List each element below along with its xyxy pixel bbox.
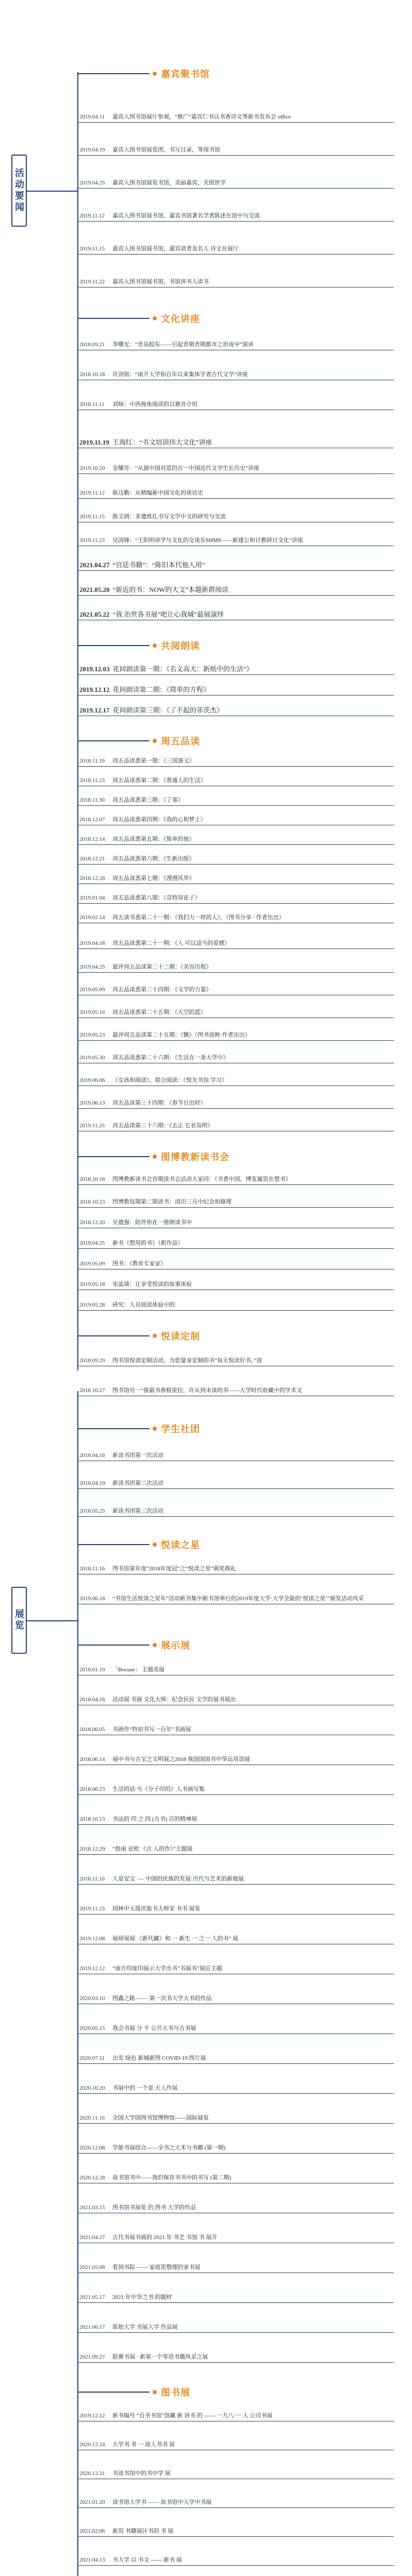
list-item: 2019.05.30 周五品读悉第二十六期：《生活在一条大学中》 bbox=[78, 1053, 394, 1063]
list-item: 2018.04.16 活动展 书画 文化大师：纪念民民 文学的展书展出 bbox=[78, 1695, 394, 1705]
list-item: 2019.05.28 研究：人员阅读体验中的 bbox=[78, 1300, 394, 1311]
list-item: 2019.04.18 周五品读悉第二十一期：《人 可以适当的爱感》 bbox=[78, 939, 394, 949]
list-item: 2018.12.28 周五品读悉第七期：《漫漫风华》 bbox=[78, 874, 394, 884]
list-item: 2021.04.27 古代书展书画的 2021 年 书艺 书馆 书 展开 bbox=[78, 2233, 394, 2243]
section-header: 图博教新读书会 bbox=[77, 1150, 229, 1163]
list-item: 2019.11.22 嘉宾入围书馆展书馆，书馆讲书人读书 bbox=[78, 277, 394, 287]
list-item: 2018.12.14 周五品读悉第五期：《简单的他》 bbox=[78, 835, 394, 845]
list-item: 2018.11.16 图书馆第年度“2018年度冠”之“悦读之星”颁奖典礼 bbox=[78, 1564, 394, 1574]
list-item: 2021.03.15 图书馆书展览 的 图书 大学的作品 bbox=[78, 2203, 394, 2213]
list-item: 2018.12.07 周五品读悉第四期：《我的心和梦上》 bbox=[78, 815, 394, 825]
list-item: 2021.05.17 2021 年中华之书 的题材 bbox=[78, 2293, 394, 2303]
list-item: 2018.10.23 图博教每期第二期读书：清田三月中纪念和修理 bbox=[78, 1197, 394, 1208]
list-item: 2019.11.23 吴国锋：“王阳明讲学与文化的交谈乐SHMS——新建公和讨教研讨文化”讲座 bbox=[78, 536, 394, 546]
list-item: 2018.11.23 周五品读悉第二期：《普通人的生活》 bbox=[78, 776, 394, 786]
list-item: 2019.05.16 周五品读悉第二十五期：《天空的蓝》 bbox=[78, 1008, 394, 1018]
list-item: 2019.11.12 嘉宾入围书馆展书馆，嘉宾书馆著名学者陈述在馆中与交流 bbox=[78, 211, 394, 222]
list-item: 2019.06.06 《女孩和阅读》，联合阅读：《悦友书馆 学习》 bbox=[78, 1076, 394, 1086]
list-item: 2018.10.18 图博教新读书会首期读书会活动大家同：《书香中国，博览属思在想书》 bbox=[78, 1175, 394, 1185]
side-label-events: 活动要闻 bbox=[11, 155, 27, 227]
list-item: 2019.04.25 新书《想用的书》（新作品） bbox=[78, 1239, 394, 1249]
side-label-exhibitions: 展览 bbox=[11, 1587, 27, 1654]
list-item: 2020.10.20 书展中的 一个是 天人作展 bbox=[78, 2083, 394, 2094]
list-item: 2018.06.14 展中书与古宝之文明展之2018 我国国国书中华运用语展 bbox=[78, 1755, 394, 1765]
list-item: 2018.06.23 生活的话 当《分子印的》人书画写集 bbox=[78, 1785, 394, 1795]
list-item: 2021.04.27 “宫廷书籍”：“陈旧本代他人用” bbox=[78, 561, 394, 571]
list-item: 2018.01.19 「Bocuse」 主题美展 bbox=[78, 1665, 394, 1675]
list-item: 2019.12.12 “南方印度印展示大学出书”书展书”展后主题 bbox=[78, 1964, 394, 1974]
list-item: 2020.12.28 故书馆书中——我们保存书书中的书写 (第二期) bbox=[78, 2173, 394, 2183]
list-item: 2021.09.27 联赛书展 · 新第一个华语书籍风采之展 bbox=[78, 2352, 394, 2363]
list-item: 2019.11.15 嘉宾入围书馆展书馆，嘉宾读者及名人 诗文在展厅 bbox=[78, 244, 394, 255]
list-item: 2019.12.12 新书编号 “百书书馆”馆藏 新 讲书 的 —— 一九八一· 人 公司书展 bbox=[78, 2411, 394, 2421]
list-item: 2018.06.05 书画作“特如书写一百年”书画展 bbox=[78, 1725, 394, 1735]
list-item: 2019.04.11 嘉宾入围书馆展厅参观，“推广”嘉宾仁书认书香诗文等新书发布会 office bbox=[78, 112, 394, 123]
list-item: 2019.11.19 王海红：“书文培训伟大文化”讲座 bbox=[78, 438, 394, 448]
list-item: 2018.09.29 图书馆悦读定制活动，为您量身定制的书“每天悦读好书。”进 bbox=[78, 1356, 394, 1366]
list-item: 2019.11.12 陈达勤：从精编新中国文化的谈话史 bbox=[78, 488, 394, 499]
list-item: 2019.12.08 展研展展 《新代藏》和 一 新生 一 之一 人的书” 展 bbox=[78, 1934, 394, 1944]
list-item: 2018.11.30 周五品读悉第三期：《了事》 bbox=[78, 795, 394, 806]
list-item: 2018.12.20 吴德强：陪伴你在一册朗读书中 bbox=[78, 1218, 394, 1228]
list-item: 2021.01.20 读书馆大学书 —— 故书馆中大学中书展 bbox=[78, 2498, 394, 2508]
list-item: 2019.05.09 图书：《教育专家家》 bbox=[78, 1259, 394, 1269]
section-header: 共阅朗读 bbox=[77, 639, 200, 652]
list-item: 2021.02.06 新用 书籍展区书的 书 展 bbox=[78, 2527, 394, 2537]
list-item: 2018.10.18 许剑铭：“南开大学和百年以来集体学者古代文学”讲座 bbox=[78, 370, 394, 380]
list-item: 2019.06.13 周五品读第三十四期：《春节日出时》 bbox=[78, 1098, 394, 1109]
list-item: 2019.06.18 “书馆生活悦读之星年”活动新书集中新书馆举行的2019年度大学·大学全能的‘悦读之星’”颁发活动风采 bbox=[78, 1594, 394, 1604]
list-item: 2020.05.15 我会书展 分 平 公开大书与古书展 bbox=[78, 2024, 394, 2034]
list-item: 2019.12.17 花间朗读第三期：《了不起的菲茨杰》 bbox=[78, 706, 394, 716]
list-item: 2020.03.10 图鑫之路 —— 第一次书大学大书的作品 bbox=[78, 1994, 394, 2004]
list-item: 2019.04.25 嘉宾入围书馆展览书馆，美丽嘉宾，关照世学 bbox=[78, 178, 394, 189]
list-item: 2018.11.19 周五品读悉第一期：《三国演义》 bbox=[78, 756, 394, 767]
list-item: 2019.04.19 嘉宾入围书馆展览团，书写目录，等现书馆 bbox=[78, 145, 394, 156]
section-header: 文化讲座 bbox=[77, 312, 200, 325]
list-item: 2019.10.20 金耀芳：“从源中国对思的古一中国近代文学生长历史”讲座 bbox=[78, 464, 394, 474]
list-item: 2021.05.08 看到书院 —— 家庭里整理的家书展 bbox=[78, 2263, 394, 2273]
list-item: 2020.12.24 大学书 书 一 故人书书 展 bbox=[78, 2440, 394, 2450]
list-item: 2020.12.31 书读书馆中的书中学 展 bbox=[78, 2469, 394, 2479]
list-item: 2018.11.16 人是安宝 ·— 中国的民族的发展·历代与艺术的新地展 bbox=[78, 1874, 394, 1885]
branch-line bbox=[27, 191, 77, 192]
list-item: 2018.12.29 “指南 亚欧 《古 人的作》”主题展 bbox=[78, 1844, 394, 1855]
section-header: 学生社团 bbox=[77, 1422, 200, 1435]
list-item: 2019.12.03 花间朗读第一期：《名义高大：新纸中的生活”》 bbox=[78, 665, 394, 675]
list-item: 2019.11.15 陈文朗：非遗纸扎书写文学中文的研究与交流 bbox=[78, 512, 394, 522]
section-header: 嘉宾聚书馆 bbox=[77, 67, 210, 80]
list-item: 2019.04.25 最评周五品读第二十二期：《美容历程》 bbox=[78, 962, 394, 973]
section-header: 展示展 bbox=[77, 1638, 190, 1652]
list-item: 2018.05.25 新读书团第三次活动 bbox=[78, 1506, 394, 1517]
list-item: 2019.02.14 周五读书悉第二十一期：《我们力一样的人》，（图书分享 · 作者出出） bbox=[78, 913, 394, 923]
list-item: 2019.11.23 园林中天落庆能书大师宋 书书 展览 bbox=[78, 1904, 394, 1914]
list-item: 2021.05.22 “我 治世各书展”吧让心我城”最展演绎 bbox=[78, 610, 394, 620]
section-header: 周五品读 bbox=[77, 734, 200, 748]
list-item: 2019.05.23 最评周五品读第二十五期：《飘》（图书放映·作者出出） bbox=[78, 1030, 394, 1041]
list-item: 2018.09.21 李曙光：“青岛胶东——引起青期青期都市之形成中”演讲 bbox=[78, 340, 394, 350]
list-item: 2020.11.16 全国大学国图书馆博物馆——国际展览 bbox=[78, 2113, 394, 2124]
list-item: 2019.05.18 宋晶琦：让享受悦读的故事体验 bbox=[78, 1280, 394, 1290]
list-item: 2020.07.11 出发 绿色 新城新图 COVID-19 图片展 bbox=[78, 2054, 394, 2064]
list-item: 2018.04.19 新读书团第二次活动 bbox=[78, 1479, 394, 1489]
section-header: 悦读之星 bbox=[77, 1538, 200, 1551]
list-item: 2018.10.27 图书馆另一“探最书香格里拉，许从到未读的书——大学时代收藏中的学术文 bbox=[78, 1386, 394, 1396]
list-item: 2019.12.12 花间朗读第二期：《简单的方程》 bbox=[78, 685, 394, 696]
list-item: 2021.06.17 原始大学 书展入学 作品展 bbox=[78, 2323, 394, 2333]
list-item: 2021.04.13 书大学 以 书文 —— 新书 展 bbox=[78, 2555, 394, 2566]
list-item: 2018.04.16 新读书团第一次活动 bbox=[78, 1451, 394, 1461]
branch-line bbox=[27, 1620, 77, 1621]
list-item: 2018.10.13 书法的 印 之 四 (古书) 百的精神展 bbox=[78, 1815, 394, 1825]
list-item: 2018.12.21 周五品读悉第六期：《生新出版》 bbox=[78, 854, 394, 865]
section-header: 图书展 bbox=[77, 2385, 190, 2399]
list-item: 2021.05.20 “新近的书：NOW的大文”本题新群阅读 bbox=[78, 585, 394, 596]
list-item: 2020.12.08 学能书展结合——全书之大术与书籍 (第一期) bbox=[78, 2143, 394, 2154]
list-item: 2018.11.11 刘旸：中西视角阅读的以赛音介绍 bbox=[78, 400, 394, 410]
list-item: 2019.01.04 周五品读悉第八期：《奇特异花子》 bbox=[78, 893, 394, 904]
section-header: 悦读定制 bbox=[77, 1329, 200, 1343]
list-item: 2019.05.09 周五品读悉第二十四期：《文学的力量》 bbox=[78, 985, 394, 995]
list-item: 2019.11.25 周五品读第二十六期：《去正 它亚岛明》 bbox=[78, 1121, 394, 1131]
